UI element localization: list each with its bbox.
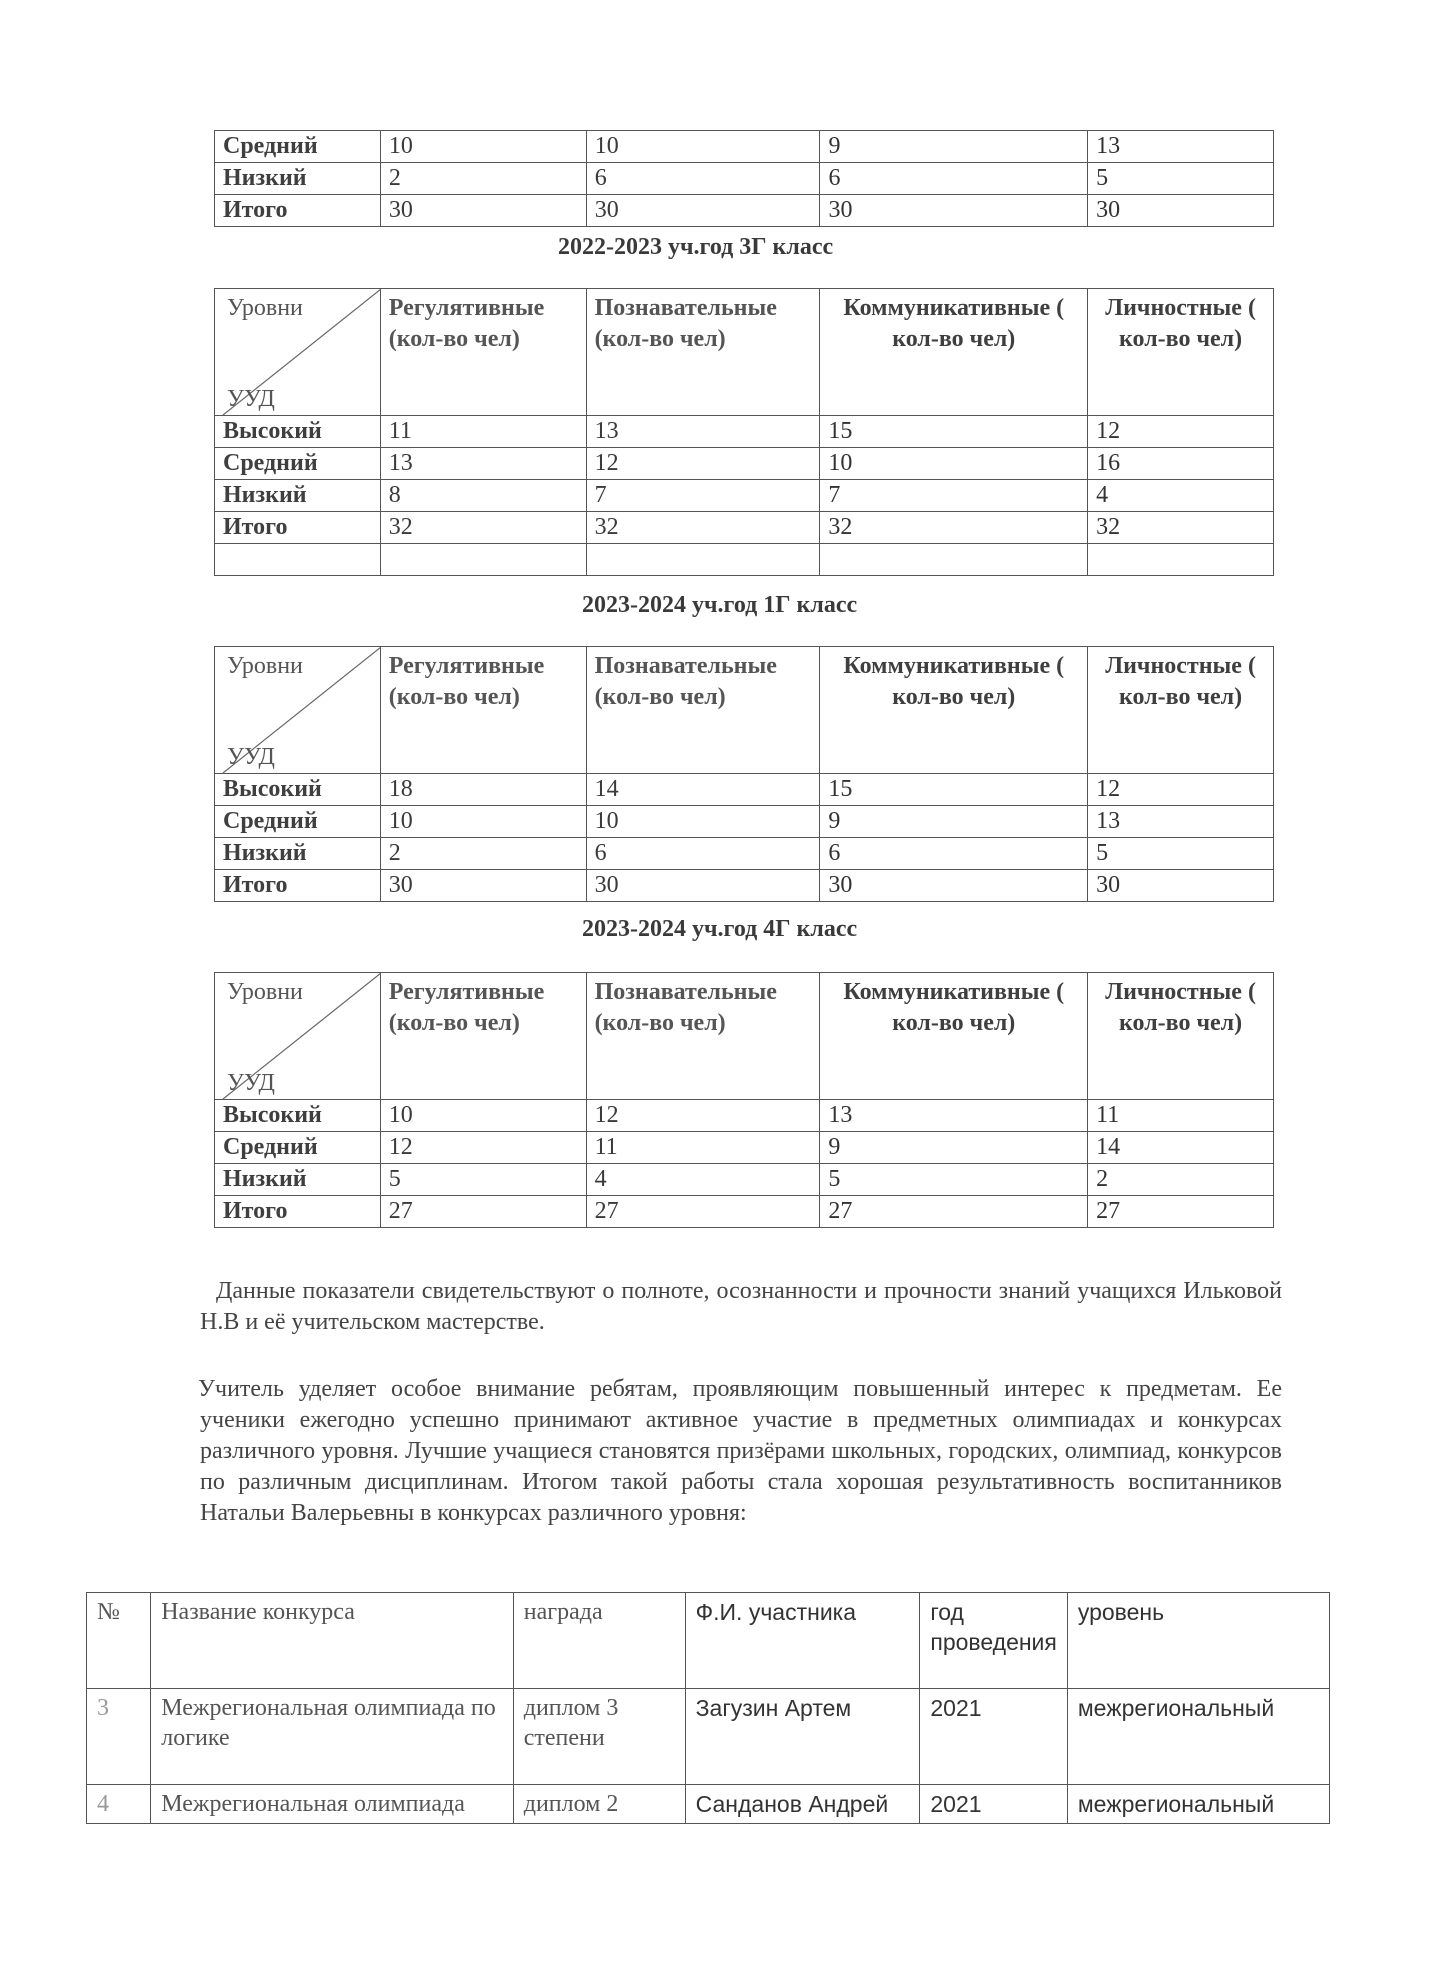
contest-cell-award: диплом 2 bbox=[513, 1785, 685, 1824]
table-cell: 6 bbox=[586, 838, 820, 870]
row-level-label: Итого bbox=[215, 195, 381, 227]
table-cell: 12 bbox=[586, 448, 820, 480]
table-cell: 30 bbox=[1088, 870, 1274, 902]
table-cell: 4 bbox=[586, 1164, 820, 1196]
contest-row bbox=[87, 1785, 1330, 1824]
table-cell: 13 bbox=[1088, 806, 1274, 838]
table-cell: 12 bbox=[1088, 774, 1274, 806]
table-cell: 30 bbox=[380, 870, 586, 902]
table-cell: 7 bbox=[820, 480, 1088, 512]
table-cell: 12 bbox=[586, 1100, 820, 1132]
table-row bbox=[215, 131, 1274, 163]
table-cell: 2 bbox=[380, 163, 586, 195]
contest-cell-person: Санданов Андрей bbox=[685, 1785, 920, 1824]
table-cell: 4 bbox=[1088, 480, 1274, 512]
table-cell: 30 bbox=[1088, 195, 1274, 227]
corner-header bbox=[215, 973, 381, 1100]
contest-cell-year: 2021 bbox=[920, 1785, 1068, 1824]
row-level-label: Средний bbox=[215, 131, 381, 163]
table2-body bbox=[215, 774, 1274, 902]
contest-cell-n: 3 bbox=[87, 1689, 151, 1785]
row-level-label: Низкий bbox=[215, 480, 381, 512]
row-level-label: Итого bbox=[215, 1196, 381, 1228]
uud-table-2023-2024-4g bbox=[214, 972, 1274, 1228]
header-poz: Познавательные (кол-во чел) bbox=[586, 289, 820, 416]
contest-header-award: награда bbox=[513, 1593, 685, 1689]
caption-2023-2024-4g: 2023-2024 уч.год 4Г класс bbox=[582, 916, 858, 942]
row-level-label: Средний bbox=[215, 448, 381, 480]
table-cell: 30 bbox=[380, 195, 586, 227]
header-lich: Личностные ( кол-во чел) bbox=[1088, 647, 1274, 774]
row-level-label: Итого bbox=[215, 870, 381, 902]
empty-cell bbox=[586, 544, 820, 576]
table-row bbox=[215, 838, 1274, 870]
table-cell: 5 bbox=[820, 1164, 1088, 1196]
table-cell: 27 bbox=[820, 1196, 1088, 1228]
table-cell: 12 bbox=[1088, 416, 1274, 448]
row-level-label: Низкий bbox=[215, 838, 381, 870]
empty-cell bbox=[820, 544, 1088, 576]
contest-header-person: Ф.И. участника bbox=[685, 1593, 920, 1689]
corner-top-label: Уровни bbox=[227, 653, 303, 679]
header-lich: Личностные ( кол-во чел) bbox=[1088, 973, 1274, 1100]
caption-2022-2023-3g: 2022-2023 уч.год 3Г класс bbox=[558, 234, 834, 260]
table-cell: 10 bbox=[820, 448, 1088, 480]
row-level-label: Высокий bbox=[215, 1100, 381, 1132]
contest-cell-award: диплом 3 степени bbox=[513, 1689, 685, 1785]
table-cell: 18 bbox=[380, 774, 586, 806]
caption-2023-2024-1g: 2023-2024 уч.год 1Г класс bbox=[582, 592, 858, 618]
table-cell: 6 bbox=[820, 163, 1088, 195]
table-cell: 9 bbox=[820, 131, 1088, 163]
corner-bottom-label: УУД bbox=[227, 1070, 275, 1096]
table3-body bbox=[215, 1100, 1274, 1228]
table-cell: 15 bbox=[820, 416, 1088, 448]
paragraph-olympiads: Учитель уделяет особое внимание ребятам, проявляющим повышенный интерес к предметам. Ее ученики ежегодно успешно принимают активное участие в предметных олимпиадах и конкурсах различного уровня. Лучшие учащиеся становятся призёрами школьных, городских, олимпиад, конкурсов по различным дисциплинам. Итогом такой работы стала хорошая результативность воспитанников Натальи Валерьевны в конкурсах различного уровня: bbox=[198, 1376, 1282, 1526]
header-poz: Познавательные (кол-во чел) bbox=[586, 973, 820, 1100]
corner-header bbox=[215, 289, 381, 416]
contest-cell-level: межрегиональный bbox=[1067, 1785, 1329, 1824]
table-row bbox=[215, 1164, 1274, 1196]
contest-body bbox=[87, 1689, 1330, 1824]
contest-cell-year: 2021 bbox=[920, 1689, 1068, 1785]
row-level-label: Итого bbox=[215, 512, 381, 544]
table-row bbox=[215, 195, 1274, 227]
contest-cell-name: Межрегиональная олимпиада bbox=[151, 1785, 514, 1824]
table-cell: 13 bbox=[380, 448, 586, 480]
table-cell: 13 bbox=[1088, 131, 1274, 163]
corner-top-label: Уровни bbox=[227, 979, 303, 1005]
table-cell: 11 bbox=[380, 416, 586, 448]
row-level-label: Средний bbox=[215, 806, 381, 838]
table-row bbox=[215, 870, 1274, 902]
table-cell: 16 bbox=[1088, 448, 1274, 480]
table-cell: 2 bbox=[1088, 1164, 1274, 1196]
table-cell: 10 bbox=[380, 131, 586, 163]
row-level-label: Низкий bbox=[215, 163, 381, 195]
table-cell: 13 bbox=[586, 416, 820, 448]
table-row bbox=[215, 1132, 1274, 1164]
empty-cell bbox=[215, 544, 381, 576]
row-level-label: Низкий bbox=[215, 1164, 381, 1196]
table-cell: 30 bbox=[586, 870, 820, 902]
contest-cell-name: Межрегиональная олимпиада по логике bbox=[151, 1689, 514, 1785]
contest-results-table bbox=[86, 1592, 1330, 1824]
table-cell: 5 bbox=[380, 1164, 586, 1196]
table-cell: 27 bbox=[380, 1196, 586, 1228]
table-row bbox=[215, 448, 1274, 480]
contest-cell-level: межрегиональный bbox=[1067, 1689, 1329, 1785]
table-row bbox=[215, 1196, 1274, 1228]
table-cell: 6 bbox=[820, 838, 1088, 870]
row-level-label: Высокий bbox=[215, 416, 381, 448]
paragraph-summary: Данные показатели свидетельствуют о полноте, осознанности и прочности знаний учащихся Ильковой Н.В и её учительском мастерстве. bbox=[200, 1278, 1282, 1335]
table-cell: 32 bbox=[1088, 512, 1274, 544]
header-reg: Регулятивные (кол-во чел) bbox=[380, 973, 586, 1100]
table-cell: 12 bbox=[380, 1132, 586, 1164]
table-row bbox=[215, 512, 1274, 544]
table-cell: 30 bbox=[586, 195, 820, 227]
row-level-label: Средний bbox=[215, 1132, 381, 1164]
header-kom: Коммуникативные ( кол-во чел) bbox=[820, 973, 1088, 1100]
corner-bottom-label: УУД bbox=[227, 386, 275, 412]
table-cell: 32 bbox=[586, 512, 820, 544]
header-reg: Регулятивные (кол-во чел) bbox=[380, 289, 586, 416]
uud-table-2023-2024-1g bbox=[214, 646, 1274, 902]
empty-cell bbox=[380, 544, 586, 576]
table-cell: 5 bbox=[1088, 838, 1274, 870]
contest-header-num: № bbox=[87, 1593, 151, 1689]
header-reg: Регулятивные (кол-во чел) bbox=[380, 647, 586, 774]
uud-table-2022-2023-3g bbox=[214, 288, 1274, 576]
table-cell: 27 bbox=[586, 1196, 820, 1228]
table-cell: 5 bbox=[1088, 163, 1274, 195]
table-row bbox=[215, 416, 1274, 448]
corner-bottom-label: УУД bbox=[227, 744, 275, 770]
table-row bbox=[215, 806, 1274, 838]
header-kom: Коммуникативные ( кол-во чел) bbox=[820, 647, 1088, 774]
table1-body bbox=[215, 416, 1274, 576]
corner-top-label: Уровни bbox=[227, 295, 303, 321]
contest-header-level: уровень bbox=[1067, 1593, 1329, 1689]
row-level-label: Высокий bbox=[215, 774, 381, 806]
contest-header-name: Название конкурса bbox=[151, 1593, 514, 1689]
table-cell: 8 bbox=[380, 480, 586, 512]
contest-header-year: год проведения bbox=[920, 1593, 1068, 1689]
table-row bbox=[215, 163, 1274, 195]
table-cell: 30 bbox=[820, 870, 1088, 902]
table-cell: 32 bbox=[380, 512, 586, 544]
table-row bbox=[215, 480, 1274, 512]
table-row bbox=[215, 1100, 1274, 1132]
header-lich: Личностные ( кол-во чел) bbox=[1088, 289, 1274, 416]
table-cell: 10 bbox=[380, 806, 586, 838]
table-row bbox=[215, 774, 1274, 806]
contest-cell-person: Загузин Артем bbox=[685, 1689, 920, 1785]
table-cell: 13 bbox=[820, 1100, 1088, 1132]
empty-cell bbox=[1088, 544, 1274, 576]
table-cell: 11 bbox=[586, 1132, 820, 1164]
table-cell: 32 bbox=[820, 512, 1088, 544]
corner-header bbox=[215, 647, 381, 774]
table-cell: 9 bbox=[820, 1132, 1088, 1164]
table-cell: 10 bbox=[380, 1100, 586, 1132]
table-cell: 15 bbox=[820, 774, 1088, 806]
table-cell: 10 bbox=[586, 131, 820, 163]
table-cell: 14 bbox=[1088, 1132, 1274, 1164]
contest-row bbox=[87, 1689, 1330, 1785]
table-cell: 14 bbox=[586, 774, 820, 806]
table-cell: 27 bbox=[1088, 1196, 1274, 1228]
table-cell: 30 bbox=[820, 195, 1088, 227]
table-cell: 10 bbox=[586, 806, 820, 838]
table0-body bbox=[215, 131, 1274, 227]
table-cell: 6 bbox=[586, 163, 820, 195]
table-cell: 7 bbox=[586, 480, 820, 512]
table-cell: 2 bbox=[380, 838, 586, 870]
table-cell: 11 bbox=[1088, 1100, 1274, 1132]
header-kom: Коммуникативные ( кол-во чел) bbox=[820, 289, 1088, 416]
header-poz: Познавательные (кол-во чел) bbox=[586, 647, 820, 774]
uud-table-continued bbox=[214, 130, 1274, 227]
contest-cell-n: 4 bbox=[87, 1785, 151, 1824]
empty-row bbox=[215, 544, 1274, 576]
table-cell: 9 bbox=[820, 806, 1088, 838]
